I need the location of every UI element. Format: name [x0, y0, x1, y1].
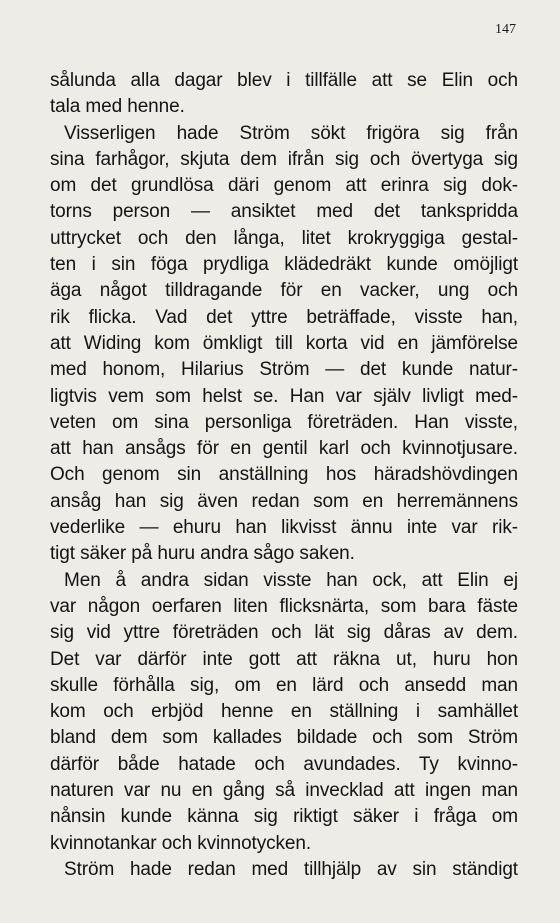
text-line: sig vid yttre företräden och lät sig dåras av dem. [50, 622, 518, 644]
text-line: kom och erbjöd henne en ställning i samhället [50, 701, 518, 723]
text-line: veten om sina personliga företräden. Han visste, [50, 411, 518, 433]
body-text [50, 68, 518, 883]
text-line: därför både hatade och avundades. Ty kvinno- [50, 753, 518, 775]
text-line: Och genom sin anställning hos häradshövdingen [50, 464, 518, 486]
text-line: torns person — ansiktet med det tankspridda [50, 201, 518, 223]
text-line: skulle förhålla sig, om en lärd och ansedd man [50, 674, 518, 696]
text-line: om det grundlösa däri genom att erinra sig dok- [50, 175, 518, 197]
text-line: sålunda alla dagar blev i tillfälle att se Elin och [50, 70, 518, 91]
text-line: äga något tilldragande för en vacker, ung och [50, 280, 518, 302]
text-line: var någon oerfaren liten flicksnärta, som bara fäste [50, 595, 518, 617]
text-line: ligtvis vem som helst se. Han var själv livligt med- [50, 385, 518, 407]
text-line: nånsin kunde känna sig riktigt säker i fråga om [50, 806, 518, 828]
text-line: tigt säker på huru andra sågo saken. [50, 543, 355, 565]
text-line: naturen var nu en gång så invecklad att ingen man [50, 780, 518, 802]
text-line: Ström hade redan med tillhjälp av sin ständigt [64, 858, 518, 880]
text-line: bland dem som kallades bildade och som Ström [50, 727, 518, 749]
text-line: vederlike — ehuru han likvisst ännu inte var rik- [50, 517, 518, 539]
text-line: ansåg han sig även redan som en herremännens [50, 490, 518, 512]
text-line: rik flicka. Vad det yttre beträffade, visste han, [50, 306, 518, 328]
text-line: ten i sin föga prydliga klädedräkt kunde omöjligt [50, 254, 518, 276]
text-line: uttrycket och den långa, litet krokryggiga gestal- [50, 227, 518, 249]
text-line: kvinnotankar och kvinnotycken. [50, 832, 312, 854]
text-line: att Widing kom ömkligt till korta vid en jämförelse [50, 332, 518, 354]
text-line: med honom, Hilarius Ström — det kunde natur- [50, 359, 518, 381]
text-line: Det var därför inte gott att räkna ut, huru hon [50, 648, 518, 670]
text-line: sina farhågor, skjuta dem ifrån sig och övertyga sig [50, 148, 518, 170]
text-line: tala med henne. [50, 96, 185, 118]
page-number: 147 [495, 22, 516, 37]
text-line: Visserligen hade Ström sökt frigöra sig från [64, 122, 518, 144]
text-line: att han ansågs för en gentil karl och kvinnotjusare. [50, 438, 518, 460]
text-line: Men å andra sidan visste han ock, att Elin ej [64, 569, 518, 591]
